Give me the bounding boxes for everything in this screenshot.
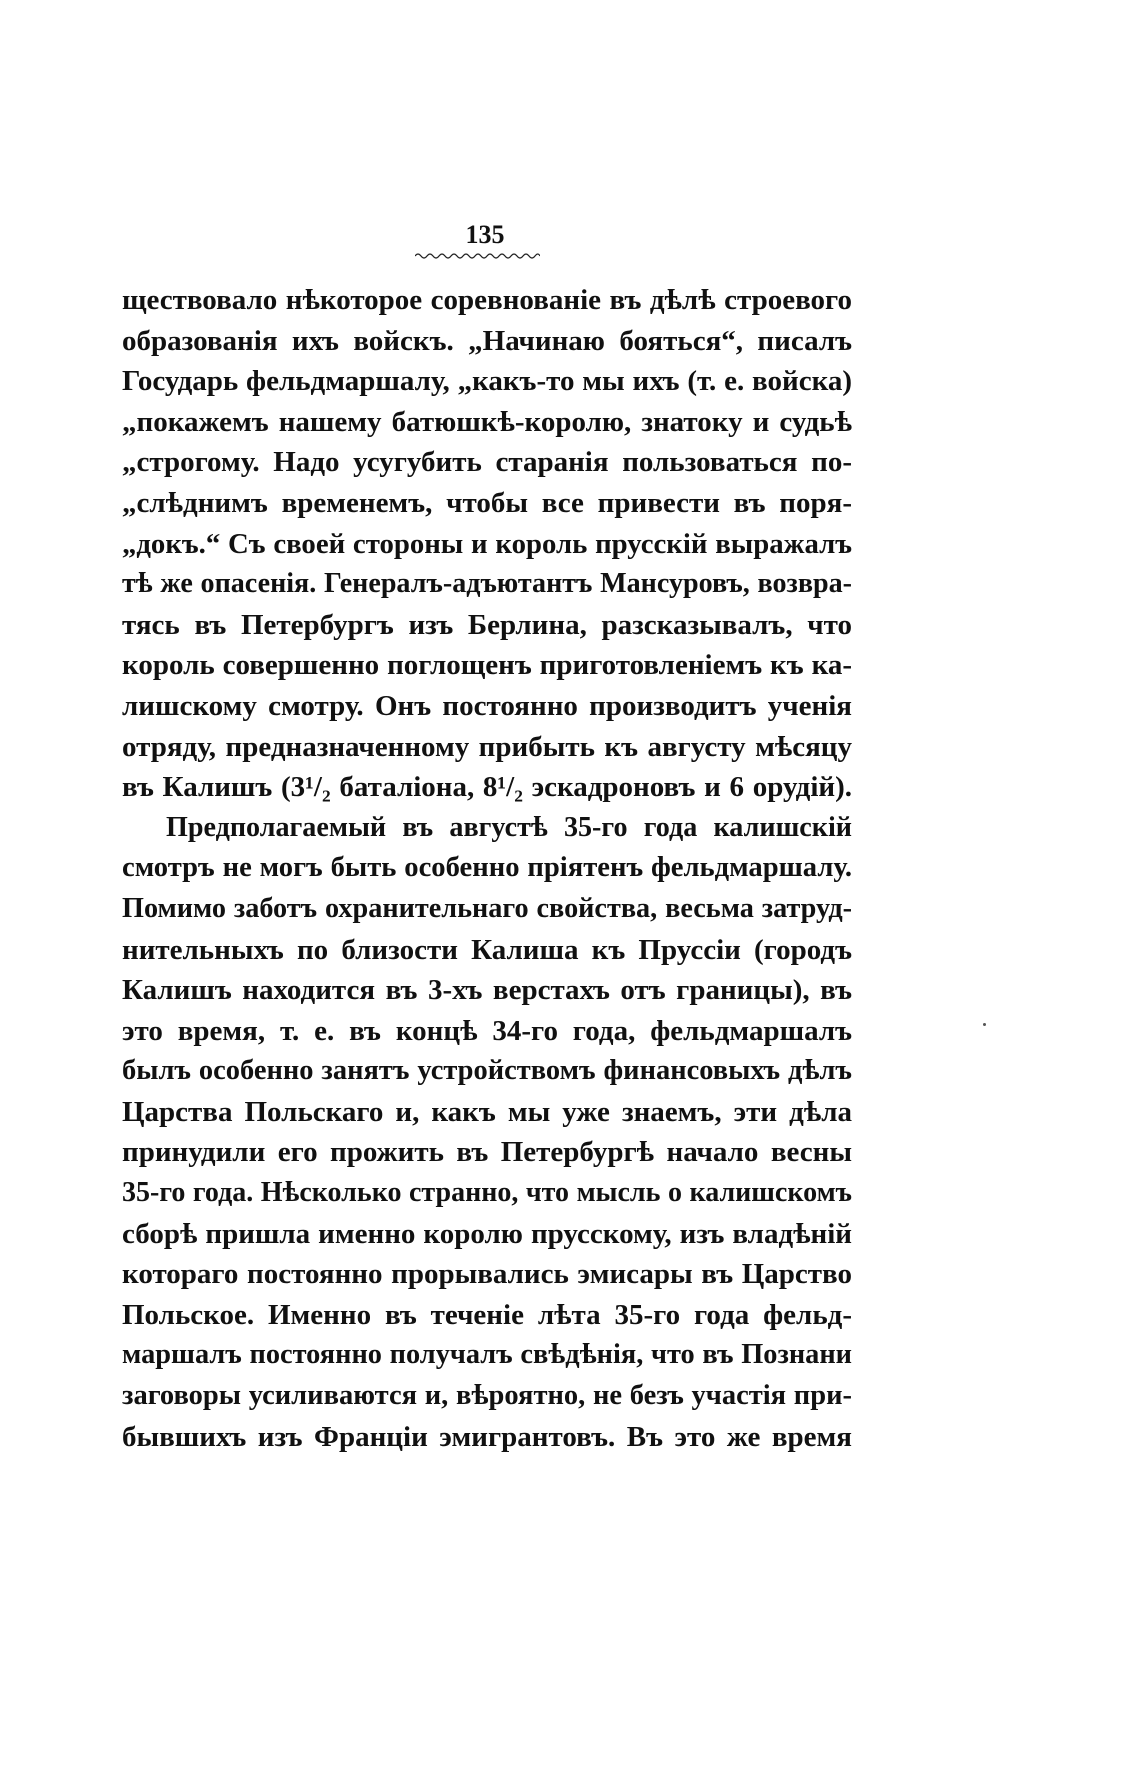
text-line: лишскому смотру. Онъ постоянно производитъ ученія: [122, 689, 852, 722]
text-line: Помимо заботъ охранительнаго свойства, весьма затруд-: [122, 892, 852, 924]
text-line: это время, т. е. въ концѣ 34-го года, фельдмаршалъ: [122, 1014, 852, 1047]
text-line: тѣ же опасенія. Генералъ-адъютантъ Мансуровъ, возвра-: [122, 568, 852, 600]
text-line: былъ особенно занятъ устройствомъ финансовыхъ дѣлъ: [122, 1055, 852, 1087]
text-line: въ Калишъ (3¹/₂ баталіона, 8¹/₂ эскадроновъ и 6 орудій).: [122, 771, 852, 804]
text-line: отряду, предназначенному прибыть къ августу мѣсяцу: [122, 730, 852, 763]
text-line: „слѣднимъ временемъ, чтобы все привести въ поря-: [122, 486, 852, 519]
text-line: „докъ.“ Съ своей стороны и король прусскій выражалъ: [122, 527, 852, 560]
stray-mark: [983, 1023, 986, 1026]
text-line: тясь въ Петербургъ изъ Берлина, разсказывалъ, что: [122, 608, 852, 641]
page-number: 135: [465, 220, 505, 249]
body-text: [122, 280, 852, 1457]
text-line: „покажемъ нашему батюшкѣ-королю, знатоку и судьѣ: [122, 405, 852, 438]
text-line: смотръ не могъ быть особенно пріятенъ фельдмаршалу.: [122, 852, 852, 884]
text-line: маршалъ постоянно получалъ свѣдѣнія, что въ Познани: [122, 1339, 852, 1371]
text-line: Калишъ находится въ 3-хъ верстахъ отъ границы), въ: [122, 974, 852, 1007]
text-line: котораго постоянно прорывались эмисары въ Царство: [122, 1258, 852, 1291]
text-line: Предполагаемый въ августѣ 35-го года калишскій: [166, 811, 852, 843]
text-line: бывшихъ изъ Франціи эмигрантовъ. Въ это же время: [122, 1420, 852, 1453]
text-line: ществовало нѣкоторое соревнованіе въ дѣлѣ строевого: [122, 284, 852, 316]
text-line: образованія ихъ войскъ. „Начинаю бояться“, писалъ: [122, 324, 852, 357]
text-line: „строгому. Надо усугубить старанія пользоваться по-: [122, 446, 852, 479]
text-line: Царства Польскаго и, какъ мы уже знаемъ, эти дѣла: [122, 1095, 852, 1128]
text-line: нительныхъ по близости Калиша къ Пруссіи (городъ: [122, 933, 852, 966]
text-line: король совершенно поглощенъ приготовленіемъ къ ка-: [122, 649, 852, 682]
text-line: принудили его прожить въ Петербургѣ начало весны: [122, 1136, 852, 1169]
text-line: Польское. Именно въ теченіе лѣта 35-го года фельд-: [122, 1298, 852, 1331]
text-line: заговоры усиливаются и, вѣроятно, не безъ участія при-: [122, 1380, 852, 1412]
text-line: Государь фельдмаршалу, „какъ-то мы ихъ (т. е. войска): [122, 365, 852, 398]
page-number-ornament: [415, 250, 540, 260]
text-line: 35-го года. Нѣсколько странно, что мысль о калишскомъ: [122, 1177, 852, 1209]
text-line: сборѣ пришла именно королю прусскому, изъ владѣній: [122, 1217, 852, 1250]
